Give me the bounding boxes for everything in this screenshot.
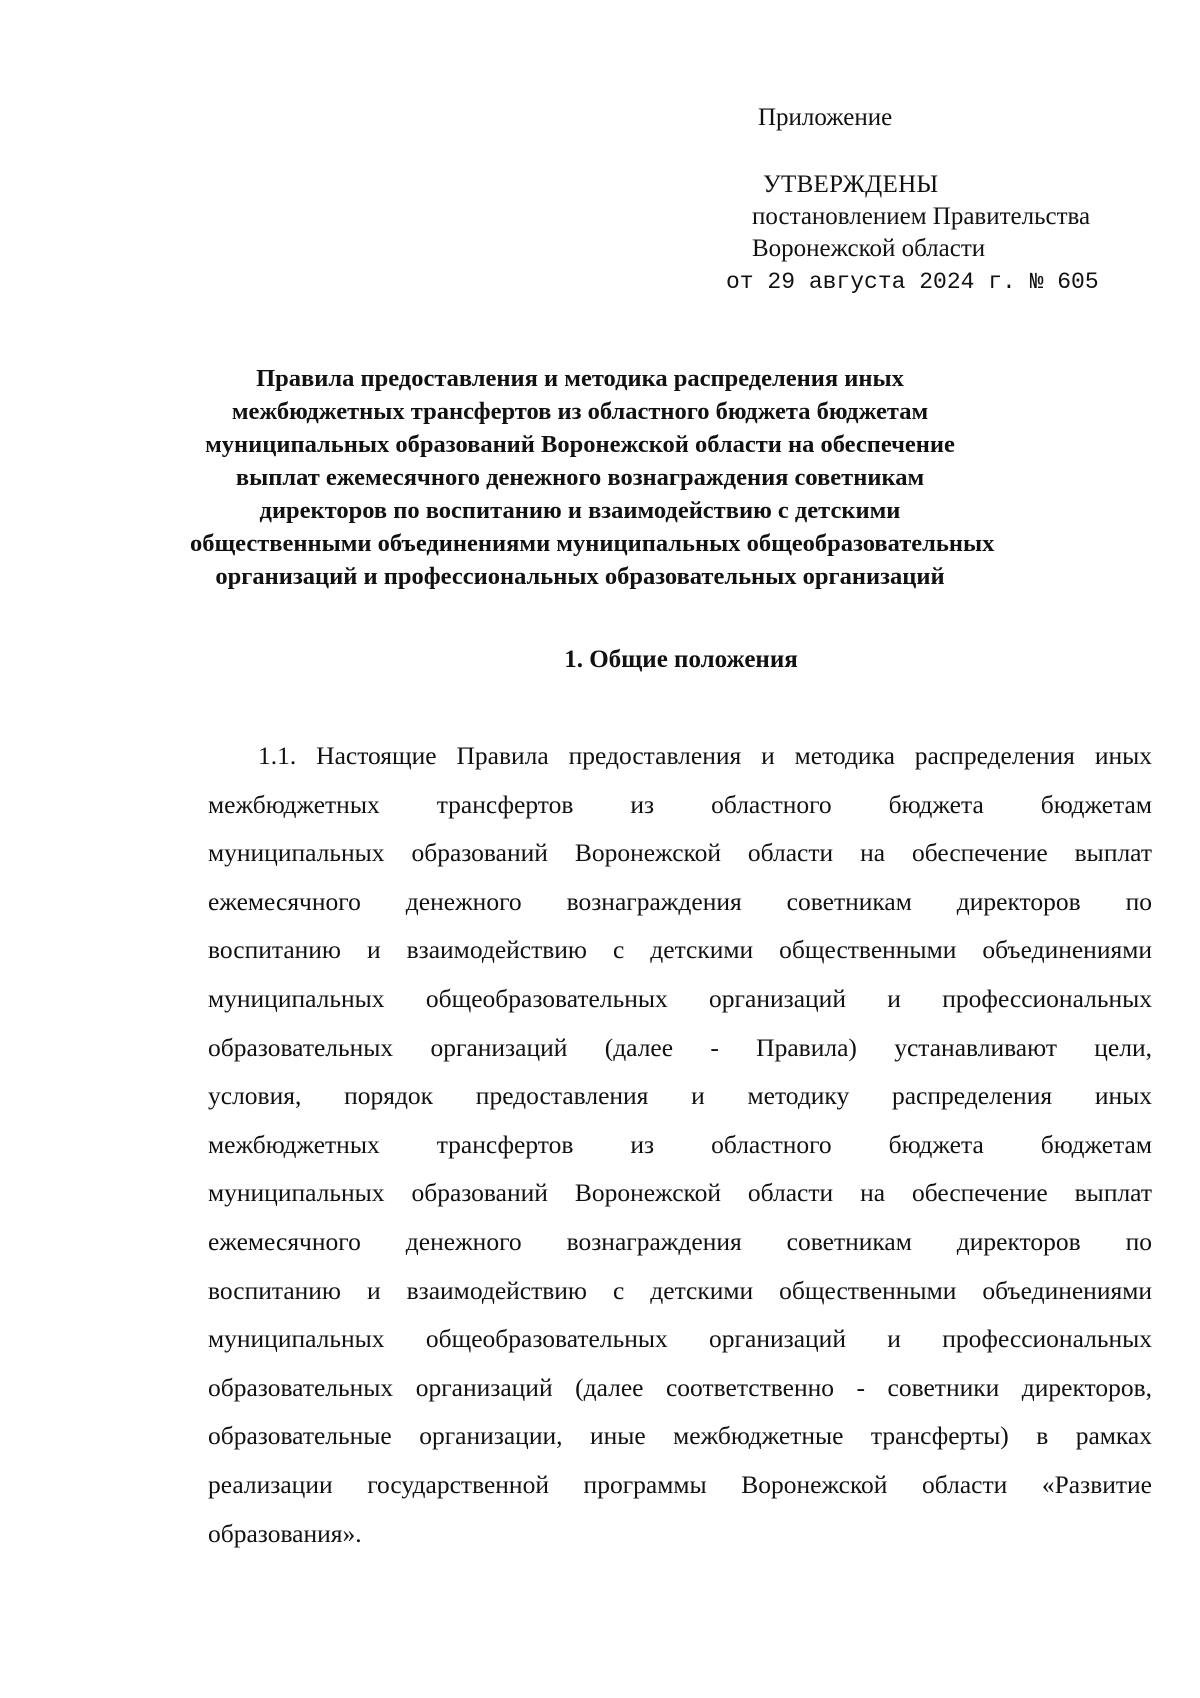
document-title-line: директоров по воспитанию и взаимодействию с детскими: [259, 497, 901, 524]
appendix-label: Приложение: [758, 104, 893, 131]
decree-date-number: от 29 августа 2024 г. № 605: [726, 269, 1099, 295]
document-title-line: организаций и профессиональных образовательных организаций: [215, 563, 945, 590]
document-title-line: выплат ежемесячного денежного вознаграждения советникам: [235, 464, 925, 491]
paragraph-line: муниципальных образований Воронежской области на обеспечение выплат: [208, 838, 1152, 868]
document-title: [190, 362, 995, 593]
document-title-line: межбюджетных трансфертов из областного бюджета бюджетам: [231, 398, 929, 425]
paragraph-line: воспитанию и взаимодействию с детскими общественными объединениями: [208, 1275, 1152, 1305]
document-title-line: общественными объединениями муниципальных общеобразовательных: [190, 530, 995, 557]
paragraph-line: образовательных организаций (далее соответственно - советники директоров,: [208, 1372, 1152, 1402]
paragraph-line: образования».: [208, 1518, 362, 1548]
paragraph-line: муниципальных образований Воронежской области на обеспечение выплат: [208, 1178, 1152, 1208]
paragraph-1-1: [208, 732, 1152, 1558]
paragraph-line: образовательных организаций (далее - Правила) устанавливают цели,: [208, 1032, 1152, 1062]
approval-line-decree: постановлением Правительства: [752, 203, 1091, 230]
paragraph-line: образовательные организации, иные межбюджетные трансферты) в рамках: [208, 1421, 1152, 1451]
paragraph-line: реализации государственной программы Воронежской области «Развитие: [208, 1469, 1152, 1499]
paragraph-line: межбюджетных трансфертов из областного бюджета бюджетам: [208, 789, 1152, 819]
paragraph-line: ежемесячного денежного вознаграждения советникам директоров по: [208, 886, 1152, 916]
paragraph-line: муниципальных общеобразовательных организаций и профессиональных: [208, 1324, 1152, 1354]
paragraph-line: муниципальных общеобразовательных организаций и профессиональных: [208, 983, 1152, 1013]
document-title-line: Правила предоставления и методика распределения иных: [256, 365, 904, 392]
paragraph-line: межбюджетных трансфертов из областного бюджета бюджетам: [208, 1129, 1152, 1159]
approval-block: [726, 101, 1178, 297]
approval-line-region: Воронежской области: [752, 235, 986, 262]
paragraph-line: 1.1. Настоящие Правила предоставления и методика распределения иных: [258, 741, 1152, 770]
paragraph-line: ежемесячного денежного вознаграждения советникам директоров по: [208, 1226, 1152, 1256]
paragraph-line: воспитанию и взаимодействию с детскими общественными объединениями: [208, 935, 1152, 965]
section-heading: 1. Общие положения: [564, 646, 798, 673]
approved-label: УТВЕРЖДЕНЫ: [763, 171, 939, 198]
document-title-line: муниципальных образований Воронежской области на обеспечение: [205, 431, 955, 458]
paragraph-line: условия, порядок предоставления и методику распределения иных: [208, 1081, 1152, 1111]
